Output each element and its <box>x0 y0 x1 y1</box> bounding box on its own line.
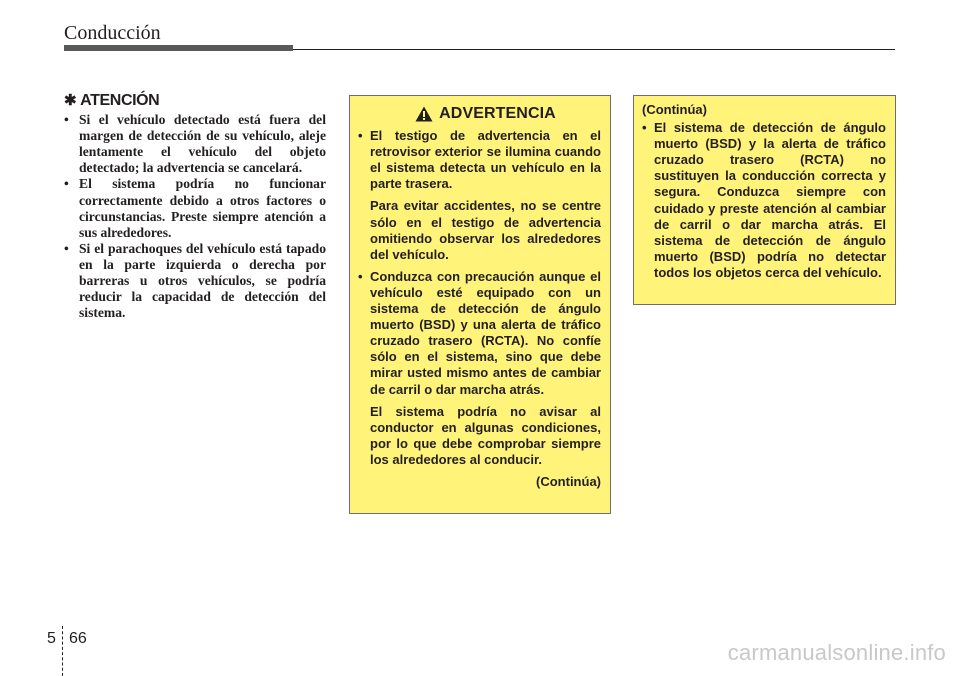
warning-box <box>349 95 611 514</box>
star-icon: ✱ <box>64 92 77 109</box>
continuation-box <box>633 95 896 305</box>
continuation-list <box>642 120 886 281</box>
header-bar <box>64 45 293 51</box>
warning-paragraph: El sistema podría no avisar al conductor en algunas condiciones, por lo que debe comprobar siempre los alrededores al conducir. <box>370 403 601 467</box>
page-number: 66 <box>69 630 87 647</box>
section-number: 5 <box>47 630 56 647</box>
watermark: carmanualsonline.info <box>727 640 946 665</box>
warning-paragraph: Para evitar accidentes, no se centre sólo en el testigo de advertencia omitiendo observar los alrededores del vehículo. <box>370 198 601 262</box>
attention-list <box>64 112 326 321</box>
warning-title: ADVERTENCIA <box>439 105 556 122</box>
header-rule <box>293 49 895 50</box>
continued-label: (Continúa) <box>536 473 601 489</box>
list-item: • El sistema de detección de ángulo muerto (BSD) y la alerta de tráfico cruzado trasero (RCTA) no sustituyen la conducción correcta y segura. Conduzca siempre con cuidado y preste atención al cambiar de carril o dar marcha atrás. El sistema de detección de ángulo muerto (BSD) podría no detectar todos los objetos cerca del vehículo. <box>642 120 886 281</box>
warning-list <box>358 269 601 398</box>
footer-divider <box>62 626 63 676</box>
warning-list <box>358 128 601 192</box>
attention-section <box>64 93 326 321</box>
list-item: • Si el parachoques del vehículo está tapado en la parte izquierda o derecha por barreras u otros vehículos, se podría reducir la capacidad de detección del sistema. <box>64 241 326 321</box>
page-title: Conducción <box>64 22 161 44</box>
list-item: • Si el vehículo detectado está fuera del margen de detección de su vehículo, aleje lentamente el vehículo del objeto detectado; la advertencia se cancelará. <box>64 112 326 176</box>
list-item: • Conduzca con precaución aunque el vehículo esté equipado con un sistema de detección de ángulo muerto (BSD) y una alerta de tráfico cruzado trasero (RCTA). No confíe sólo en el sistema, sino que debe mirar usted mismo antes de cambiar de carril o dar marcha atrás. <box>358 269 601 398</box>
warning-triangle-icon <box>415 106 433 122</box>
attention-title: ATENCIÓN <box>80 92 160 109</box>
warning-heading <box>358 106 601 122</box>
attention-heading <box>64 93 326 109</box>
list-item: • El sistema podría no funcionar correctamente debido a otros factores o circunstancias. Preste siempre atención a sus alrededores. <box>64 176 326 240</box>
continuation-heading: (Continúa) <box>642 102 707 117</box>
list-item: • El testigo de advertencia en el retrovisor exterior se ilumina cuando el sistema detecta un vehículo en la parte trasera. <box>358 128 601 192</box>
